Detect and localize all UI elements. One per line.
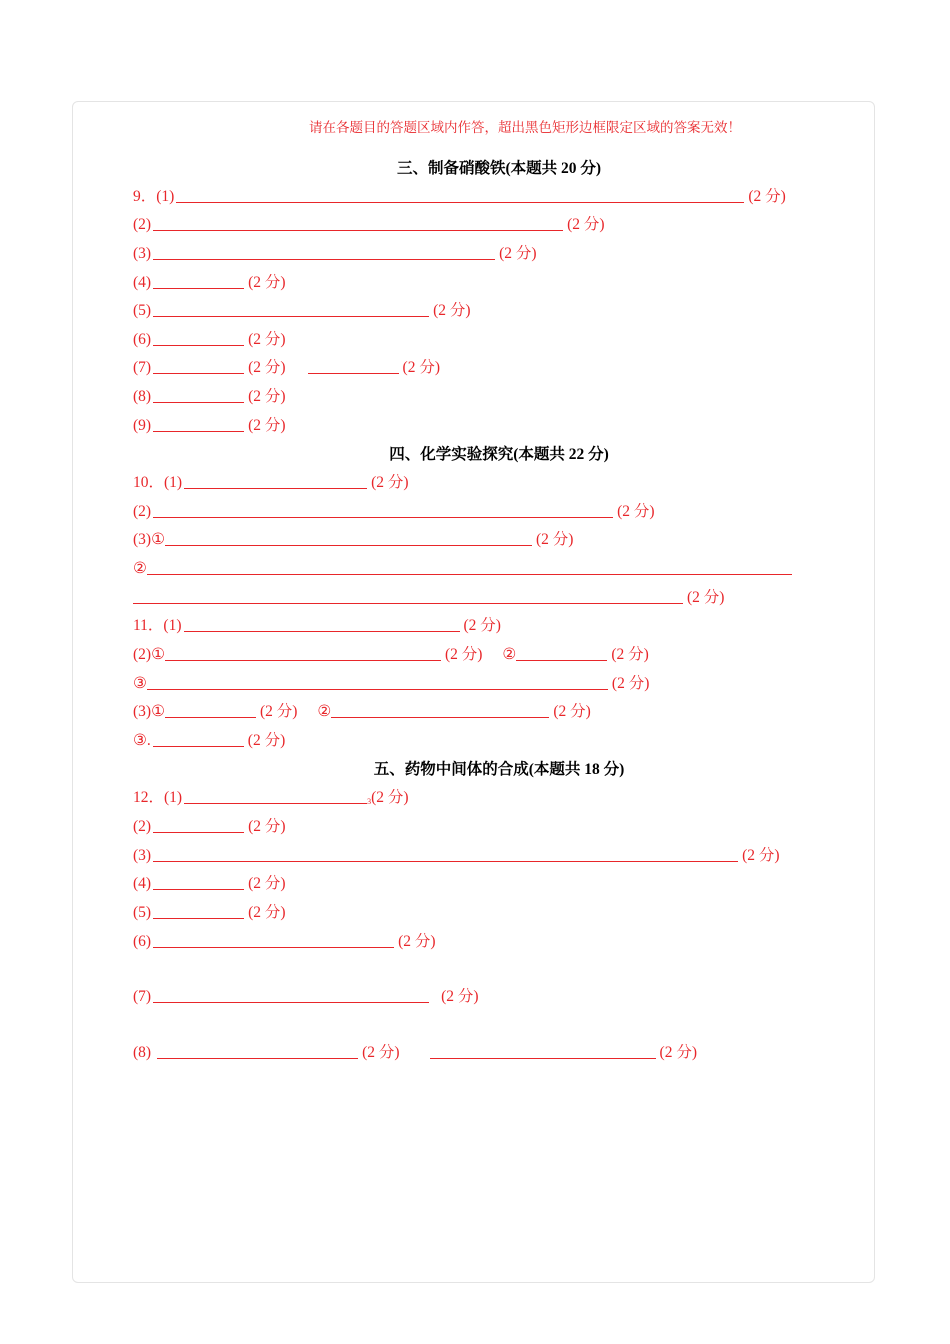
q9-part4-row: [133, 270, 286, 292]
score-label: (2 分): [248, 274, 286, 291]
score-label: (2 分): [248, 904, 286, 921]
score-label: (2 分): [617, 503, 655, 520]
score-label: (2 分): [499, 245, 537, 262]
q12-part8-row: [133, 1040, 697, 1062]
score-label: (2 分): [567, 216, 605, 233]
score-label: (2 分): [748, 188, 786, 205]
score-label: (2 分): [535, 531, 574, 548]
section-5-title: 五、药物中间体的合成(本题共 18 分): [373, 761, 625, 778]
q9-part1-row: [133, 184, 786, 206]
answer-blank[interactable]: [176, 186, 744, 203]
answer-blank[interactable]: [153, 357, 244, 374]
score-label: (2 分): [742, 847, 780, 864]
answer-blank[interactable]: [147, 673, 608, 690]
part-label: (6): [133, 933, 152, 950]
q9-part6-row: [133, 327, 286, 349]
score-label: (2 分): [371, 789, 409, 806]
part-label: (3): [133, 245, 152, 262]
q12-part2-row: [133, 814, 286, 836]
part-label: (7): [133, 988, 152, 1005]
q12-part3-row: [133, 843, 780, 865]
q9-part9-row: [133, 413, 286, 435]
q10-label: 10．(1): [133, 474, 183, 491]
answer-blank[interactable]: [153, 386, 244, 403]
answer-blank[interactable]: [153, 300, 429, 317]
score-label: (2 分): [444, 646, 483, 663]
score-label: (2 分): [611, 646, 649, 663]
part-label: (3): [133, 847, 152, 864]
score-label: (2 分): [433, 302, 471, 319]
q11-part3-3-row: [133, 728, 285, 750]
part-label: (9): [133, 417, 152, 434]
score-label: (2 分): [248, 359, 286, 376]
score-label: (2 分): [371, 474, 409, 491]
answer-blank[interactable]: [153, 272, 244, 289]
score-label: (2 分): [402, 359, 440, 376]
score-label: (2 分): [362, 1044, 400, 1061]
score-label: (2 分): [259, 703, 298, 720]
answer-blank[interactable]: [153, 816, 244, 833]
score-label: (2 分): [248, 388, 286, 405]
score-label: (2 分): [248, 331, 286, 348]
answer-blank[interactable]: [153, 501, 613, 518]
part-label: (6): [133, 331, 152, 348]
score-label: (2 分): [248, 417, 286, 434]
answer-blank[interactable]: [153, 931, 394, 948]
answer-blank[interactable]: [165, 529, 532, 546]
part-label: ③: [133, 675, 147, 692]
answer-blank[interactable]: [153, 243, 495, 260]
q12-part7-row: [133, 984, 479, 1006]
answer-blank[interactable]: [165, 701, 256, 718]
answer-blank[interactable]: [153, 329, 244, 346]
q9-part7-row: [133, 355, 440, 377]
score-label: (2 分): [659, 1044, 697, 1061]
q12-part1-row: [133, 785, 409, 807]
q10-part2-row: [133, 499, 655, 521]
score-label: (2 分): [398, 933, 436, 950]
score-label: (2 分): [463, 617, 501, 634]
q9-part5-row: [133, 298, 471, 320]
section-4-title: 四、化学实验探究(本题共 22 分): [389, 446, 609, 463]
part-label: (4): [133, 875, 152, 892]
answer-blank[interactable]: [516, 644, 607, 661]
answer-blank[interactable]: [430, 1042, 656, 1059]
part-label: (7): [133, 359, 152, 376]
answer-blank[interactable]: [153, 873, 244, 890]
answer-blank[interactable]: [184, 787, 367, 804]
score-label: (2 分): [687, 589, 725, 606]
answer-blank[interactable]: [157, 1042, 358, 1059]
part-label: (8): [133, 388, 152, 405]
answer-blank[interactable]: [153, 415, 244, 432]
q12-label: 12．(1): [133, 789, 183, 806]
part-label: (8): [133, 1044, 152, 1061]
section-3-title: 三、制备硝酸铁(本题共 20 分): [396, 160, 602, 177]
part-label: ②: [317, 703, 332, 720]
q10-part3-row: [133, 527, 573, 549]
part-label: (2): [133, 503, 152, 520]
answer-blank[interactable]: [133, 587, 683, 604]
score-label: (2 分): [248, 875, 286, 892]
q12-part6-row: [133, 929, 436, 951]
q9-part2-row: [133, 212, 605, 234]
answer-blank[interactable]: [153, 730, 244, 747]
q12-part4-row: [133, 871, 286, 893]
score-label: (2 分): [611, 675, 650, 692]
answer-blank[interactable]: [331, 701, 549, 718]
q11-part2-row: [133, 642, 649, 664]
part-label: (3)①: [133, 531, 165, 548]
q11-label: 11．(1): [133, 617, 182, 634]
answer-blank[interactable]: [153, 845, 738, 862]
subscript-mark: 3: [367, 797, 372, 806]
q9-label: 9．(1): [133, 188, 175, 205]
q10-part1-row: [133, 470, 409, 492]
answer-blank[interactable]: [165, 644, 441, 661]
part-label: (2)①: [133, 646, 165, 663]
part-label: (5): [133, 302, 152, 319]
part-label: (4): [133, 274, 152, 291]
answer-blank[interactable]: [184, 472, 367, 489]
q11-part3-row: [133, 699, 591, 721]
part-label: (2): [133, 216, 152, 233]
score-label: (2 分): [248, 818, 286, 835]
q9-part3-row: [133, 241, 537, 263]
q11-part1-row: [133, 613, 501, 635]
answer-blank[interactable]: [147, 558, 792, 575]
part-label: ③.: [133, 732, 151, 749]
q10-part3-2-row: [133, 556, 792, 578]
q11-part2-3-row: [133, 671, 649, 693]
part-label: (5): [133, 904, 152, 921]
answer-blank[interactable]: [153, 986, 429, 1003]
part-label: (2): [133, 818, 152, 835]
score-label: (2 分): [553, 703, 591, 720]
answer-blank[interactable]: [153, 214, 563, 231]
q12-part5-row: [133, 900, 286, 922]
answer-blank[interactable]: [308, 357, 399, 374]
answer-blank[interactable]: [184, 615, 460, 632]
score-label: (2 分): [247, 732, 286, 749]
part-label: ②: [133, 560, 147, 577]
answer-blank[interactable]: [153, 902, 244, 919]
q10-part3-2-cont-row: [133, 585, 724, 607]
answer-area-notice: 请在各题目的答题区域内作答，超出黑色矩形边框限定区域的答案无效！: [309, 120, 741, 135]
score-label: (2 分): [441, 988, 479, 1005]
q9-part8-row: [133, 384, 286, 406]
part-label: (3)①: [133, 703, 165, 720]
part-label: ②: [502, 646, 517, 663]
